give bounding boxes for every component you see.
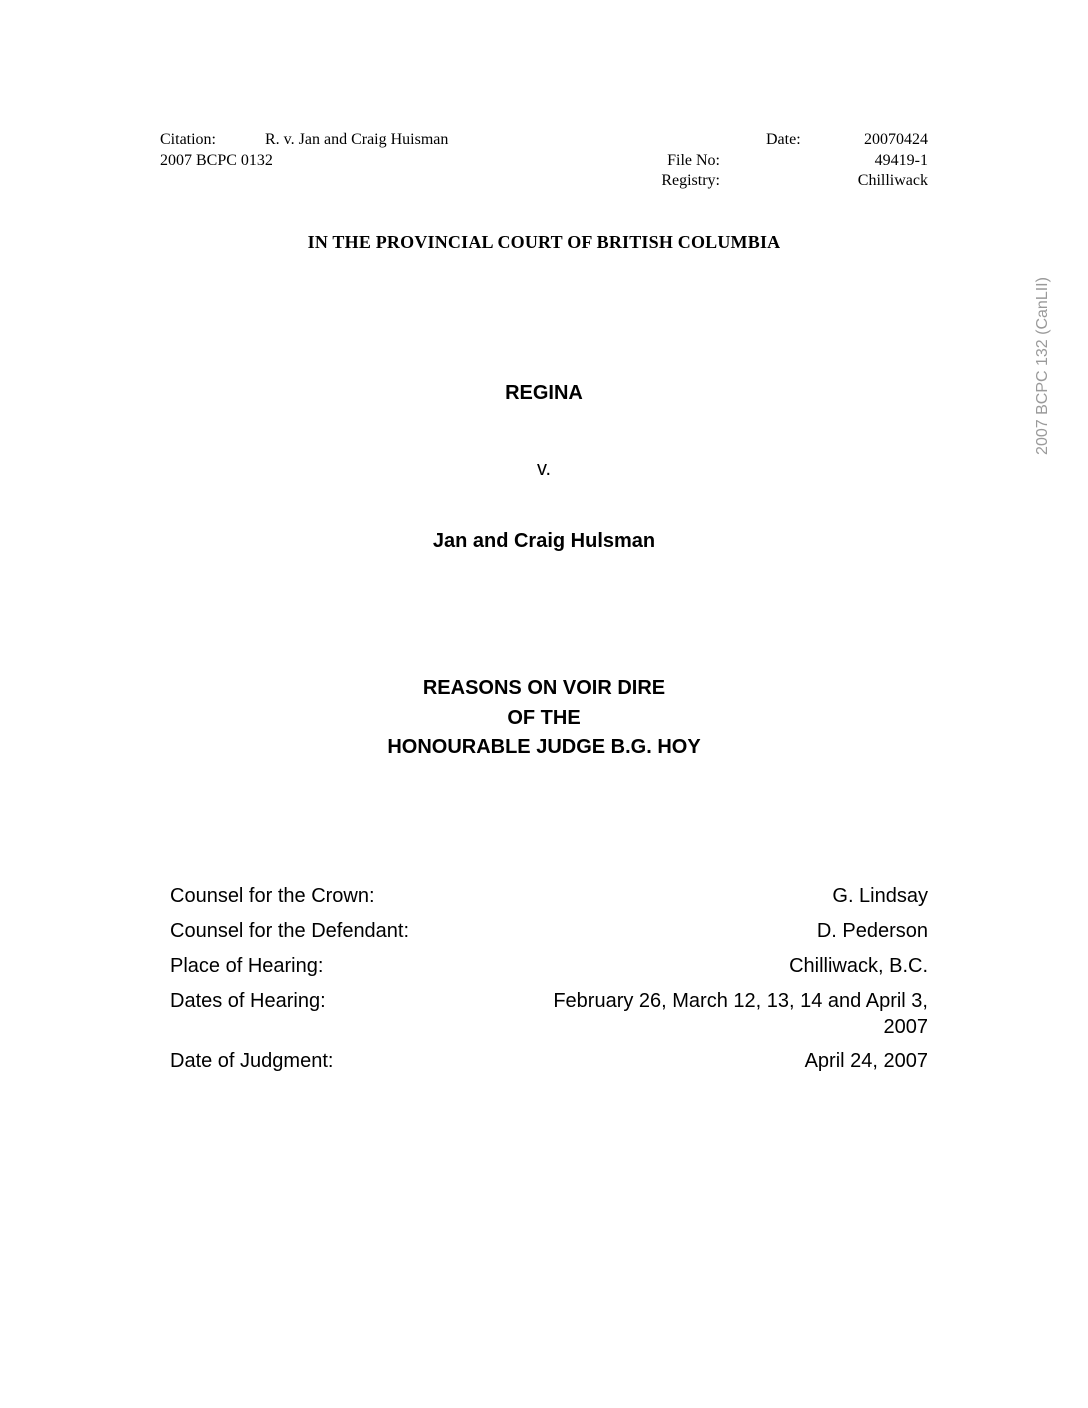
court-title: IN THE PROVINCIAL COURT OF BRITISH COLUMBIA	[307, 232, 781, 252]
counsel-defendant-label: Counsel for the Defendant:	[170, 920, 410, 942]
reasons-heading-line2: OF THE	[507, 707, 581, 729]
dates-of-hearing-label: Dates of Hearing:	[170, 990, 326, 1012]
versus: v.	[536, 458, 552, 480]
date-label: Date:	[766, 131, 801, 148]
date-of-judgment-value: April 24, 2007	[804, 1050, 928, 1072]
dates-of-hearing-value: February 26, March 12, 13, 14 and April 3, 2007	[553, 990, 928, 1038]
registry-value: Chilliwack	[857, 172, 928, 189]
reasons-heading-line3: HONOURABLE JUDGE B.G. HOY	[387, 736, 701, 758]
citation-value: R. v. Jan and Craig Huisman	[265, 131, 449, 148]
registry-label: Registry:	[661, 172, 720, 189]
defendant-name: Jan and Craig Hulsman	[432, 530, 656, 552]
plaintiff-name: REGINA	[505, 382, 583, 404]
date-value: 20070424	[864, 131, 928, 148]
canlii-watermark: 2007 BCPC 132 (CanLII)	[1034, 277, 1051, 455]
date-of-judgment-label: Date of Judgment:	[170, 1050, 334, 1072]
counsel-crown-value: G. Lindsay	[832, 885, 928, 907]
place-of-hearing-label: Place of Hearing:	[170, 955, 324, 977]
place-of-hearing-value: Chilliwack, B.C.	[789, 955, 928, 977]
reasons-heading-line1: REASONS ON VOIR DIRE	[422, 677, 666, 699]
counsel-crown-label: Counsel for the Crown:	[170, 885, 375, 907]
citation-label: Citation:	[160, 131, 216, 148]
neutral-citation: 2007 BCPC 0132	[160, 152, 273, 169]
file-no-label: File No:	[667, 152, 720, 169]
file-no-value: 49419-1	[874, 152, 928, 169]
counsel-defendant-value: D. Pederson	[816, 920, 928, 942]
